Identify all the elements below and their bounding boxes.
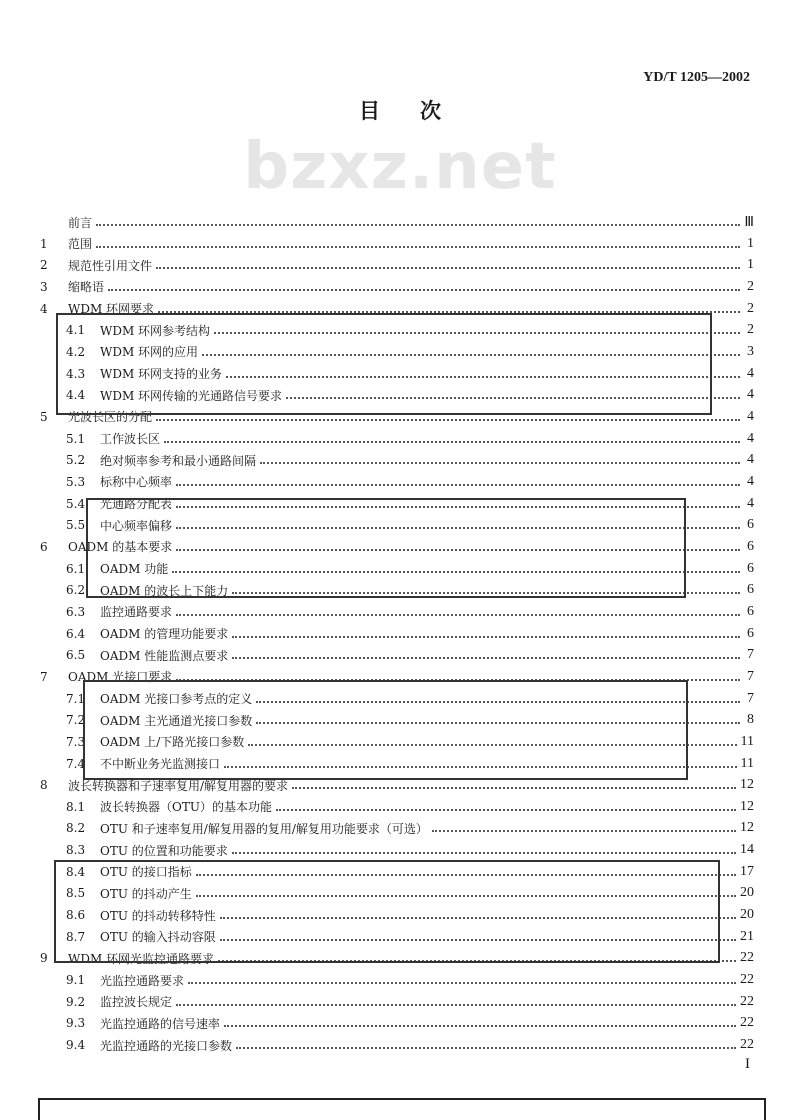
toc-entry-page: 22 — [740, 1037, 754, 1053]
toc-entry-number: 6 — [40, 539, 48, 554]
highlight-box — [54, 860, 720, 963]
toc-entry-page: 20 — [740, 907, 754, 923]
toc-entry[interactable] — [40, 797, 754, 817]
toc-entry-number: 6.1 — [66, 561, 86, 576]
toc-entry-number: 8.2 — [66, 821, 86, 836]
toc-entry-title: OTU 的抖动产生 — [100, 886, 192, 901]
toc-entry-page: 4 — [747, 365, 754, 381]
toc-entry-number: 8.6 — [66, 908, 86, 923]
toc-entry-page: 22 — [740, 972, 754, 988]
toc-entry-page: 4 — [747, 452, 754, 468]
toc-entry[interactable] — [40, 429, 754, 449]
toc-entry-title: 光通路分配表 — [100, 497, 173, 512]
dot-leader — [260, 462, 740, 464]
watermark: bzxz.net — [243, 130, 557, 204]
toc-entry-number: 7 — [40, 669, 48, 684]
dot-leader — [276, 809, 736, 811]
toc-entry-title: OADM 的管理功能要求 — [100, 627, 229, 642]
toc-entry-number: 9.2 — [66, 994, 86, 1009]
toc-entry[interactable] — [40, 277, 754, 297]
toc-entry-number: 2 — [40, 258, 48, 273]
toc-entry[interactable] — [40, 212, 754, 232]
toc-entry-page: 2 — [747, 322, 754, 338]
toc-entry-number: 6.3 — [66, 604, 86, 619]
dot-leader — [224, 1025, 736, 1027]
toc-entry-page: 11 — [740, 755, 754, 771]
dot-leader — [188, 982, 736, 984]
toc-entry-title: 标称中心频率 — [100, 475, 173, 490]
toc-entry-page: 4 — [747, 473, 754, 489]
toc-entry-title: 缩略语 — [68, 280, 105, 295]
dot-leader — [432, 830, 736, 832]
toc-entry-title: OTU 的位置和功能要求 — [100, 843, 228, 858]
toc-entry[interactable] — [40, 624, 754, 644]
dot-leader — [176, 484, 740, 486]
toc-entry-title: OTU 的输入抖动容限 — [100, 930, 216, 945]
toc-entry-page: 2 — [747, 278, 754, 294]
toc-entry-title: OADM 性能监测点要求 — [100, 648, 229, 663]
toc-entry-title: WDM 环网的应用 — [100, 345, 199, 360]
toc-entry-number: 6.4 — [66, 626, 86, 641]
toc-entry-page: 6 — [747, 603, 754, 619]
toc-entry[interactable] — [40, 645, 754, 665]
toc-entry-title: OTU 的接口指标 — [100, 865, 192, 880]
toc-entry-number: 8 — [40, 778, 48, 793]
toc-entry[interactable] — [40, 450, 754, 470]
toc-entry-number: 7.2 — [66, 713, 86, 728]
toc-entry-number: 6.5 — [66, 648, 86, 663]
toc-entry-number: 5.2 — [66, 453, 86, 468]
toc-entry-title: OADM 功能 — [100, 562, 169, 577]
toc-entry-page: 22 — [740, 950, 754, 966]
toc-entry-page: 11 — [740, 733, 754, 749]
toc-entry-title: 光监控通路的光接口参数 — [100, 1038, 233, 1053]
toc-entry-number: 4.4 — [66, 388, 86, 403]
toc-entry-title: OADM 主光通道光接口参数 — [100, 713, 253, 728]
toc-entry-number: 4 — [40, 301, 48, 316]
toc-entry-number: 8.5 — [66, 886, 86, 901]
highlight-box — [86, 498, 686, 598]
toc-entry-page: 22 — [740, 993, 754, 1009]
toc-entry-page: 7 — [747, 647, 754, 663]
toc-entry-page: 4 — [747, 387, 754, 403]
toc-entry-page: 2 — [747, 300, 754, 316]
toc-entry[interactable] — [40, 602, 754, 622]
toc-entry-page: 1 — [747, 257, 754, 273]
toc-entry-number: 6.2 — [66, 583, 86, 598]
toc-entry-page: 14 — [740, 842, 754, 858]
toc-entry-title: 光波长区的分配 — [68, 410, 153, 425]
toc-entry-page: 4 — [747, 408, 754, 424]
toc-entry-number: 8.1 — [66, 799, 86, 814]
toc-entry-page: 7 — [747, 668, 754, 684]
toc-entry-title: 波长转换器和子速率复用/解复用器的要求 — [68, 778, 289, 793]
toc-entry-page: 3 — [747, 343, 754, 359]
dot-leader — [156, 267, 740, 269]
toc-entry-title: OADM 的基本要求 — [68, 540, 173, 555]
toc-entry-page: 8 — [747, 712, 754, 728]
toc-entry-page: 4 — [747, 430, 754, 446]
toc-entry-title: WDM 环网光监控通路要求 — [68, 951, 215, 966]
toc-entry-page: 12 — [740, 777, 754, 793]
highlight-box — [83, 680, 688, 780]
toc-entry-number: 7.3 — [66, 734, 86, 749]
toc-entry-number: 5.4 — [66, 496, 86, 511]
page-number: I — [745, 1056, 750, 1072]
toc-entry-title: 不中断业务光监测接口 — [100, 757, 221, 771]
toc-entry-title: 光监控通路要求 — [100, 973, 185, 988]
dot-leader — [164, 441, 740, 443]
toc-entry-title: OADM 上/下路光接口参数 — [100, 735, 245, 750]
toc-entry-number: 9.3 — [66, 1016, 86, 1031]
toc-entry-page: 22 — [740, 1015, 754, 1031]
toc-entry-page: 20 — [740, 885, 754, 901]
dot-leader — [176, 1004, 736, 1006]
dot-leader — [236, 1047, 736, 1049]
toc-entry-title: WDM 环网参考结构 — [100, 323, 211, 338]
toc-entry-number: 8.4 — [66, 864, 86, 879]
toc-entry-page: 21 — [740, 928, 754, 944]
toc-entry-page: 6 — [747, 560, 754, 576]
toc-entry[interactable] — [40, 818, 754, 838]
bottom-frame — [38, 1098, 766, 1120]
toc-entry-number: 7.1 — [66, 691, 86, 706]
toc-entry-page: 6 — [747, 538, 754, 554]
standard-code: YD/T 1205—2002 — [643, 70, 750, 85]
dot-leader — [96, 224, 740, 226]
toc-entry-number: 4.2 — [66, 344, 86, 359]
toc-entry-page: 17 — [740, 863, 754, 879]
dot-leader — [232, 636, 740, 638]
toc-entry-number: 8.3 — [66, 843, 86, 858]
toc-entry-page: 1 — [747, 235, 754, 251]
toc-entry[interactable] — [40, 234, 754, 254]
toc-entry-number: 1 — [40, 236, 48, 251]
toc-entry-title: OADM 光接口参考点的定义 — [100, 692, 253, 707]
toc-entry-number: 5 — [40, 409, 48, 424]
toc-entry[interactable] — [40, 970, 754, 990]
toc-entry-page: 12 — [740, 820, 754, 836]
toc-entry-title: 监控波长规定 — [100, 995, 173, 1010]
toc-entry[interactable] — [40, 992, 754, 1012]
toc-entry-title: OTU 和子速率复用/解复用器的复用/解复用功能要求（可选） — [100, 821, 428, 836]
toc-entry[interactable] — [40, 1035, 754, 1055]
dot-leader — [292, 787, 736, 789]
toc-entry-number: 8.7 — [66, 929, 86, 944]
toc-entry-number: 4.1 — [66, 323, 86, 338]
toc-entry-title: WDM 环网支持的业务 — [100, 367, 223, 382]
toc-entry-page: 12 — [740, 798, 754, 814]
dot-leader — [156, 419, 740, 421]
toc-entry-number: 3 — [40, 279, 48, 294]
toc-entry-title: OTU 的抖动转移特性 — [100, 908, 216, 923]
toc-entry[interactable] — [40, 840, 754, 860]
dot-leader — [176, 614, 740, 616]
toc-entry-page: 4 — [747, 495, 754, 511]
toc-entry-title: 绝对频率参考和最小通路间隔 — [100, 453, 257, 468]
toc-entry-title: 范围 — [68, 237, 93, 252]
dot-leader — [96, 246, 740, 248]
toc-entry-title: 光监控通路的信号速率 — [100, 1016, 221, 1031]
toc-entry-title: 波长转换器（OTU）的基本功能 — [100, 800, 272, 815]
toc-entry-number: 5.3 — [66, 474, 86, 489]
toc-entry-title: WDM 环网传输的光通路信号要求 — [100, 388, 283, 403]
toc-entry-title: OADM 的波长上下能力 — [100, 583, 229, 598]
highlight-box — [56, 313, 712, 415]
toc-entry-title: 前言 — [68, 215, 93, 230]
dot-leader — [232, 852, 736, 854]
dot-leader — [108, 289, 740, 291]
toc-entry-title: WDM 环网要求 — [68, 302, 155, 317]
toc-entry[interactable] — [40, 472, 754, 492]
toc-entry-number: 9 — [40, 951, 48, 966]
toc-entry-number: 7.4 — [66, 756, 86, 771]
toc-entry-title: 中心频率偏移 — [100, 518, 173, 533]
toc-entry-title: 工作波长区 — [100, 432, 161, 447]
toc-entry-number: 4.3 — [66, 366, 86, 381]
toc-entry-number: 9.4 — [66, 1038, 86, 1053]
toc-entry-number: 5.5 — [66, 518, 86, 533]
toc-entry-page: 6 — [747, 582, 754, 598]
toc-entry-title: 监控通路要求 — [100, 605, 173, 620]
page-title: 目次 — [359, 99, 481, 123]
toc-entry-title: OADM 光接口要求 — [68, 670, 173, 685]
toc-entry-page: 6 — [747, 517, 754, 533]
toc-entry-title: 规范性引用文件 — [68, 258, 153, 273]
toc-entry-page: 6 — [747, 625, 754, 641]
toc-entry-page: Ⅲ — [744, 214, 754, 230]
toc-entry[interactable] — [40, 1013, 754, 1033]
toc-entry-number: 5.1 — [66, 431, 86, 446]
toc-entry-number: 9.1 — [66, 973, 86, 988]
dot-leader — [232, 657, 740, 659]
toc-entry-page: 7 — [747, 690, 754, 706]
toc-entry[interactable] — [40, 255, 754, 275]
